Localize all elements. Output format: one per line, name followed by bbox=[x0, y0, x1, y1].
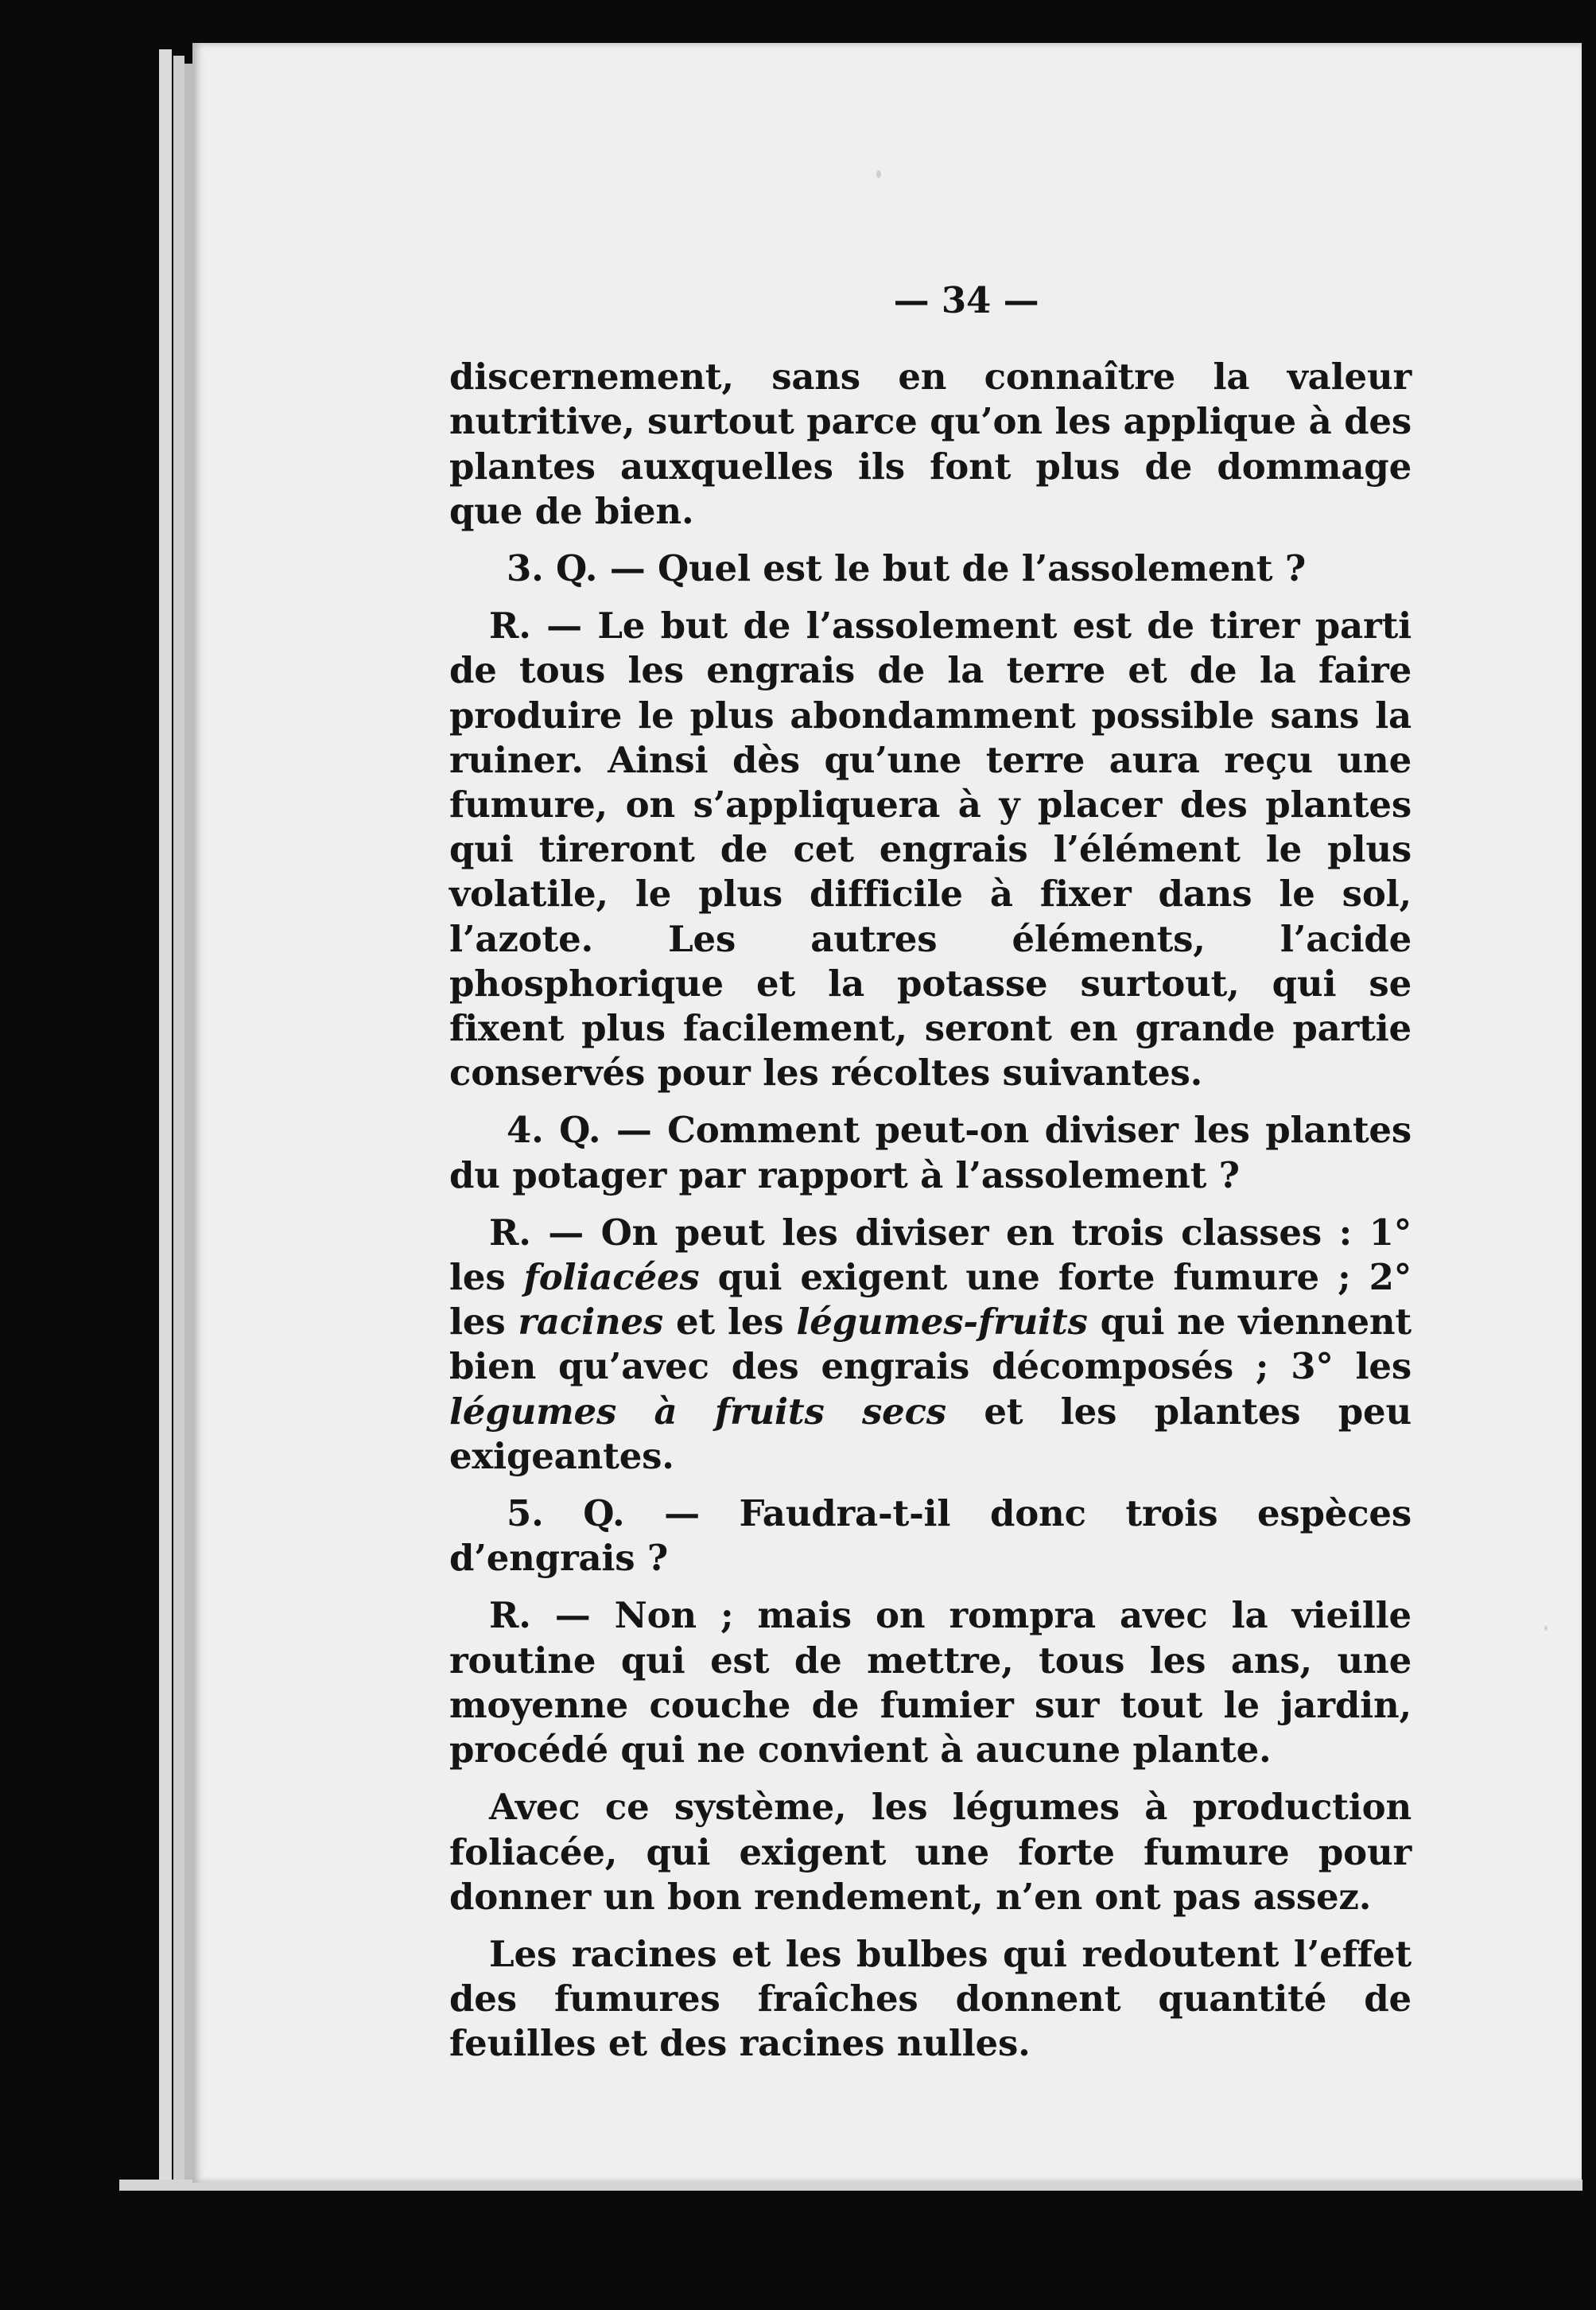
paragraph bbox=[449, 355, 1412, 534]
italic-term: légumes-fruits bbox=[796, 1301, 1088, 1344]
text-run: et les bbox=[663, 1301, 797, 1344]
text-run: Les racines et les bulbes qui redoutent l’effet des fumures fraîches donnent quantité de feuilles et des racines nulles. bbox=[449, 1932, 1412, 2065]
page-edge bbox=[184, 64, 192, 2188]
answer bbox=[449, 1211, 1412, 1479]
italic-term: légumes à fruits secs bbox=[449, 1390, 946, 1433]
italic-term: racines bbox=[518, 1301, 664, 1344]
text-run: discernement, sans en connaître la valeur nutritive, surtout parce qu’on les applique à des plantes auxquelles ils font plus de dommage que de bien. bbox=[449, 356, 1412, 532]
text-run: R. — Le but de l’assolement est de tirer parti de tous les engrais de la terre et de la faire produire le plus abondamment possible sans la ruiner. Ainsi dès qu’une terre aura reçu une fumure, on s’appliquera à y placer des plantes qui tireront de cet engrais l’élément le plus volatile, le plus difficile à fixer dans le sol, l’azote. Les autres éléments, l’acide phosphorique et la potasse surtout, qui se fixent plus facilement, seront en grande partie conservés pour les récoltes suivantes. bbox=[449, 605, 1412, 1095]
answer bbox=[449, 604, 1412, 1095]
text-run: R. — On peut les diviser en trois classes : 1° les bbox=[449, 1211, 1412, 1299]
answer bbox=[449, 1593, 1412, 1772]
text-run: 5. Q. — Faudra-t-il donc trois espèces d’engrais ? bbox=[449, 1492, 1412, 1580]
paragraph bbox=[449, 1785, 1412, 1919]
question bbox=[449, 1108, 1412, 1197]
text-run: qui ne viennent bien qu’avec des engrais décomposés ; 3° les bbox=[449, 1301, 1412, 1388]
italic-term: foliacées bbox=[523, 1256, 700, 1299]
question bbox=[449, 546, 1412, 591]
page-number: — 34 — bbox=[893, 279, 1039, 321]
text-run: Avec ce système, les légumes à production foliacée, qui exigent une forte fumure pour donner un bon rendement, n’en ont pas assez. bbox=[449, 1786, 1412, 1918]
text-run: R. — Non ; mais on rompra avec la vieille routine qui est de mettre, tous les ans, une moyenne couche de fumier sur tout le jardin, procédé qui ne convient à aucune plante. bbox=[449, 1594, 1412, 1771]
page-edge bbox=[173, 56, 184, 2188]
text-run: qui exigent une forte fumure ; 2° les bbox=[449, 1256, 1412, 1344]
paragraph bbox=[449, 1932, 1412, 2067]
text-run: 4. Q. — Comment peut-on diviser les plantes du potager par rapport à l’assolement ? bbox=[449, 1109, 1412, 1196]
text-run: et les plantes peu exigeantes. bbox=[449, 1390, 1412, 1477]
page-edge bbox=[159, 49, 172, 2189]
question bbox=[449, 1491, 1412, 1581]
text-run: 3. Q. — Quel est le but de l’assolement ? bbox=[507, 547, 1307, 590]
page-text bbox=[449, 278, 1412, 2079]
